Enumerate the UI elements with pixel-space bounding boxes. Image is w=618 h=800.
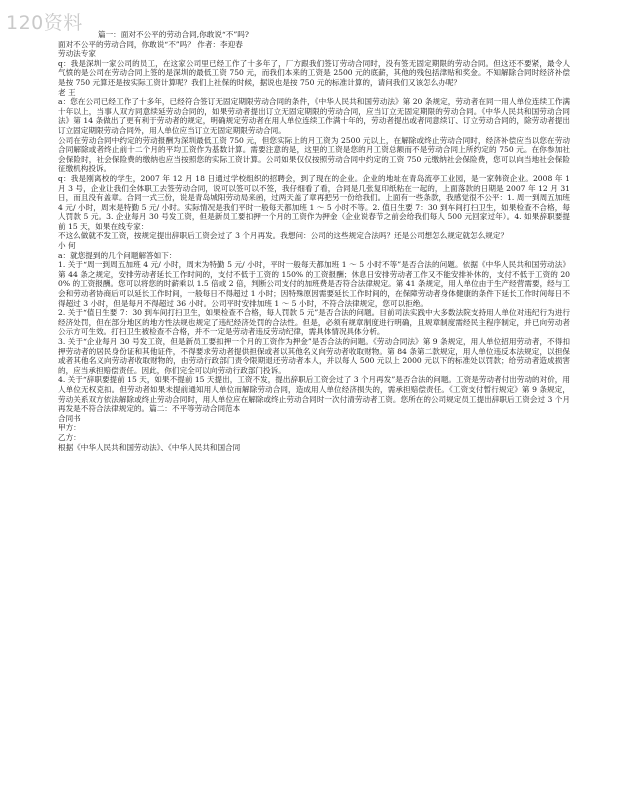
answer-2-point-1: 1. 关于“周一到周五加班 4 元/ 小时，周末为特勤 5 元/ 小时，平时一般每天都加班 1 ～ 5 小时不等”是否合法的问题。依据《中华人民共和国劳动法》第 44 条之规定，安排劳动者延长工作时间的，支付不低于工资的 150% 的工资报酬；休息日安排劳动者工作又不能安排补休的，支付不低于工资的 200% 的工资报酬。您可以将您的时薪乘以 1.5 倍或 2 倍，判断公司支付的加班费是否符合法律规定。第 41 条规定，用人单位由于生产经营需要，经与工会和劳动者协商后可以延长工作时间，一般每日不得超过 1 小时；因特殊原因需要延长工作时间的，在保障劳动者身体健康的条件下延长工作时间每日不得超过 3 小时，但是每月不得超过 36 小时。公司平时安排加班 1 ～ 5 小时，不符合法律规定，您可以拒绝。 (58, 260, 570, 308)
answer-2-point-3: 3. 关于“企业每月 30 号发工资，但是新员工要扣押一个月的工资作为押金”是否合法的问题。《劳动合同法》第 9 条规定，用人单位招用劳动者，不得扣押劳动者的居民身份证和其他证件，不得要求劳动者提供担保或者以其他名义向劳动者收取财物。第 84 条第二款规定，用人单位违反本法规定，以担保或者其他名义向劳动者收取财物的，由劳动行政部门责令限期退还劳动者本人，并以每人 500 元以上 2000 元以下的标准处以罚款；给劳动者造成损害的，应当承担赔偿责任。因此，你们完全可以向劳动行政部门投诉。 (58, 337, 570, 375)
question-2: q：我是刚离校的学生，2007 年 12 月 18 日通过学校组织的招聘会，到了现在的企业。企业的地址在青岛流亭工业园，是一家韩资企业。2008 年 1 月 3 号，企业让我们全体职工去签劳动合同，说可以签可以不签，我仔细看了看，合同是几张复印纸粘在一起的，上面落款的日期是 2007 年 12 月 31 日，而且没有盖章。合同一式三份，说是青岛城阳劳动局来函，过两天盖了章再把另一份给我们。上面有一些条款，我感觉很不公平：1. 周一到周五加班 4 元/ 小时，周末是特勤 5 元/ 小时。实际情况是我们平时一般每天都加班 1 ～ 5 小时不等。2. 值日生要 7：30 到车间打扫卫生，如果检查不合格，每人罚款 5 元。3. 企业每月 30 号发工资，但是新员工要扣押一个月的工资作为押金（企业说春节之前会给我们每人 500 元回家过年）。4. 如果辞职要提前 15 天，如果在线专家： (58, 173, 570, 231)
document-title: 篇一：面对不公平的劳动合同,你敢说“不”吗? (98, 30, 249, 39)
question-2-continued: 不这么做就不发工资，按规定提出辞职后工资会过了 3 个月再发。我想问：公司的这些规定合法吗？还是公司想怎么规定就怎么规定？ (58, 231, 509, 241)
answer-2-point-2: 2. 关于“值日生要 7：30 到车间打扫卫生，如果检查不合格，每人罚款 5 元”是否合法的问题。目前司法实践中大多数法院支持用人单位对违纪行为进行经济处罚，但在部分地区的地方性法规也规定了违纪经济处罚的合法性。但是，必须有规章制度进行明确，且规章制度需经民主程序制定，并已向劳动者公示方可生效。打扫卫生被检查不合格，并不一定是劳动者违反劳动纪律，需具体情况具体分析。 (58, 308, 570, 337)
party-b: 乙方： (58, 432, 81, 442)
asker-name-1: 老 王 (58, 87, 76, 97)
question-1: q：我是深圳一家公司的员工，在这家公司里已经工作了十多年了，厂方跟我们签订劳动合同时，没有签无固定期限的劳动合同。但这还不要紧，最令人气愤的是公司在劳动合同上签的是深圳的最低工资 750 元，而我们本来的工资是 2500 元的底薪，其他的残包括津贴和奖金。不知解除合同时经济补偿是按 750 元算还是按实际工资计算呢？我们上社保的时候，据说也是按 750 元的标准计算的，请问我们又该怎么办呢？ (58, 58, 570, 87)
contract-heading: 合同书 (58, 413, 81, 423)
answer-1: a：您在公司已经工作了十多年，已经符合签订无固定期限劳动合同的条件，《中华人民共和国劳动法》第 20 条规定，劳动者在同一用人单位连续工作满十年以上，当事人双方同意续延劳动合同的，如果劳动者提出订立无固定期限的劳动合同，应当订立无固定期限的劳动合同。《中华人民共和国劳动合同法》第 14 条做出了更有利于劳动者的规定，明确规定劳动者在用人单位连续工作满十年的，劳动者提出或者同意续订、订立劳动合同的，除劳动者提出订立固定期限劳动合同外，用人单位应当订立无固定期限劳动合同。 (58, 97, 570, 135)
article-heading: 面对不公平的劳动合同，你敢说“不”吗？ 作者：李迎春 (58, 39, 243, 49)
party-a: 甲方： (58, 423, 81, 433)
answer-2-point-4: 4. 关于“辞职要提前 15 天，如果不提前 15 天提出，工资不发，提出辞职后工资会过了 3 个月再发”是否合法的问题。工资是劳动者付出劳动的对价，用人单位无权克扣。但劳动者如果未提前通知用人单位而解除劳动合同，造成用人单位经济损失的，需承担赔偿责任。《工资支付暂行规定》第 9 条规定，劳动关系双方依法解除或终止劳动合同时，用人单位应在解除或终止劳动合同时一次付清劳动者工资。您所在的公司规定员工提出辞职后工资会过 3 个月再发是不符合法律规定的。篇二：不平等劳动合同范本 (58, 375, 570, 414)
watermark-logo: 120资料 (6, 12, 83, 34)
author-role: 劳动法专家 (58, 49, 96, 59)
asker-name-2: 小 何 (58, 241, 76, 251)
document-body (58, 30, 570, 452)
answer-2-intro: a：就您提到的几个问题解答如下： (58, 250, 177, 260)
answer-1-continued: 公司在劳动合同中约定的劳动报酬为深圳最低工资 750 元，但您实际上的月工资为 2500 元以上，在解除或终止劳动合同时，经济补偿应当以您在劳动合同解除或者终止前十二个月的平均工资作为基数计算。需要注意的是，这里的工资是您的月工资总额而不是劳动合同上所约定的 750 元。在你参加社会保险时，社会保险费的缴纳也应当按照您的实际工资计算。公司如果仅仅按照劳动合同中约定的工资 750 元缴纳社会保险费，您可以向当地社会保险征缴机构投诉。 (58, 135, 570, 174)
contract-basis: 根据《中华人民共和国劳动法》、《中华人民共和国合同 (58, 442, 241, 452)
